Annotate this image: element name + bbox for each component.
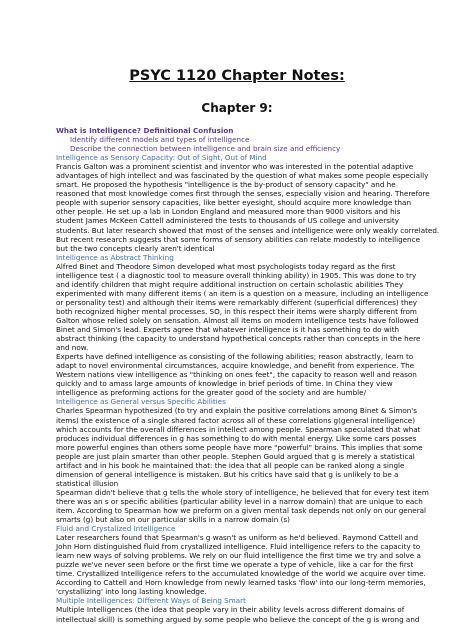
- body-text-line: which accounts for the overall differences in intellect among people. Spearman speculated that what: [56, 424, 421, 434]
- body-text-line: Later researchers found that Spearman's g wasn't as uniform as he'd believed. Raymond Cattell and: [56, 533, 419, 543]
- body-text-line: dimension of general intelligence is mistaken. But his critics have said that g is unlikely to be a: [56, 469, 399, 479]
- subsection-heading: Fluid and Crystalized Intelligence: [56, 524, 176, 534]
- body-text-line: more powerful engines than others some people have more "powerful" brains. This implies that some: [56, 442, 423, 452]
- body-text-line: both recognized higher mental processes. SO, in this respect their items were sharply different from: [56, 306, 417, 316]
- body-text-line: people are just plain smarter than other people. Stephen Gould argued that g is merely a statistical: [56, 451, 415, 461]
- body-text-line: Spearman didn't believe that g tells the whole story of intelligence, he believed that for every test item: [56, 487, 429, 497]
- body-text-line: other people. He set up a lab in London England and measured more than 9000 visitors and his: [56, 207, 401, 217]
- body-text-line: quickly and to amass large amounts of knowledge in brief periods of time. In China they view: [56, 379, 393, 389]
- body-text-line: reasoned that most knowledge comes first through the senses, especially vision and hearing. Therefore: [56, 189, 430, 199]
- body-text-line: or personality test) and although their items were remarkably different (superficial differences) they: [56, 297, 418, 307]
- body-text-line: Experts have defined intelligence as consisting of the following abilities; reason abstractly, learn to: [56, 352, 414, 362]
- section-heading: What is Intelligence? Definitional Confusion: [56, 126, 234, 135]
- body-text-line: people with superior sensory capacities, like better eyesight, should acquire more knowledge than: [56, 198, 412, 208]
- subsection-heading: Intelligence as General versus Specific Abilities: [56, 397, 226, 407]
- body-text-line: learn new ways of solving problems. We rely on our fluid intelligence the first time we try and solve a: [56, 551, 421, 561]
- body-text-line: puzzle we've never seen before or the first time we operate a type of vehicle, like a car for the first: [56, 560, 414, 570]
- body-text-line: time. Crystallized Intelligence refers to the accumulated knowledge of the world we acquire over time.: [56, 569, 426, 579]
- body-text-line: item. According to Spearman how we preform on a given mental task depends not only on our general: [56, 505, 427, 515]
- body-text-line: adapt to novel environmental circumstances, acquire knowledge, and benefit from experience. The: [56, 361, 415, 371]
- body-text-line: 'crystallizing' into long lasting knowledge.: [56, 587, 207, 597]
- body-text-line: artifact and in his book he maintained that: the idea that all people can be ranked along a single: [56, 460, 405, 470]
- document-title: PSYC 1120 Chapter Notes:: [129, 68, 345, 84]
- learning-objective: Describe the connection between intelligence and brain size and efficiency: [70, 144, 341, 154]
- body-text-line: Alfred Binet and Theodore Simon developed what most psychologists today regard as the first: [56, 261, 396, 271]
- subsection-heading: Intelligence as Sensory Capacity: Out of Sight, Out of Mind: [56, 153, 267, 163]
- body-text-line: smart. He proposed the hypothesis "intelligence is the by-product of sensory capacity" and he: [56, 180, 396, 190]
- body-text-line: intelligence test ( a diagnostic tool to measure overall thinking ability) in 1905. This was done to try: [56, 270, 417, 280]
- body-text-line: smarts (g) but also on our particular skills in a narrow domain (s): [56, 515, 290, 525]
- body-text-line: produces individual differences in g has something to do with mental energy. Like some cars posses: [56, 433, 417, 443]
- body-text-line: student James McKeen Cattell administered the tests to thousands of US college and university: [56, 216, 400, 226]
- body-text-line: items) the existence of a single shared factor across all of these correlations g(general intelligence): [56, 415, 416, 425]
- body-text-line: According to Cattell and Horn knowledge from newly learned tasks 'flow' into our long-term memories,: [56, 578, 426, 588]
- body-text-line: Multiple Intelligences (the idea that people vary in their ability levels across different domains of: [56, 605, 405, 615]
- body-text-line: Binet and Simon's lead. Experts agree that whatever intelligence is it has something to do with: [56, 325, 400, 335]
- body-text-line: Francis Galton was a prominent scientist and inventor who was interested in the potential adaptive: [56, 162, 414, 172]
- chapter-heading: Chapter 9:: [201, 101, 273, 115]
- body-text-line: statistical illusion: [56, 478, 119, 488]
- body-text-line: and now.: [56, 343, 89, 353]
- body-text-line: experimented with many different items ( an item is a question on a measure, including an intelligence: [56, 288, 429, 298]
- body-text-line: there was an s or specific abilities (particular ability level in a narrow domain) that are unique to each: [56, 496, 423, 506]
- body-text-line: But recent research suggests that some forms of sensory abilities can relate modestly to intelligence: [56, 234, 420, 244]
- body-text-line: intelligence as preforming actions for the greater good of the society and are humble/: [56, 388, 367, 398]
- body-text-line: intellectual skill) is something argued by some people who believe the concept of the g is wrong and: [56, 614, 420, 624]
- body-text-line: Charles Spearman hypothesized (to try and explain the positive correlations among Binet & Simon's: [56, 406, 418, 416]
- body-text-line: Galton whose relied solely on sensation. Almost all items on modern intelligence tests have followed: [56, 315, 419, 325]
- notes-body: [56, 126, 440, 624]
- body-text-line: students. But later research showed that most of the senses and intelligence were only weakly correlated.: [56, 225, 440, 235]
- subsection-heading: Multiple Intelligences: Different Ways of Being Smart: [56, 596, 246, 606]
- body-text-line: Western nations view intelligence as "thinking on ones feet", the capacity to reason well and reason: [56, 370, 417, 380]
- body-text-line: but the two concepts clearly aren't identical: [56, 243, 215, 253]
- body-text-line: John Horn distinguished fluid from crystallized intelligence. Fluid intelligence refers to the capacity to: [56, 542, 421, 552]
- body-text-line: and identify children that might require additional instruction on certain scholastic abilities They: [56, 279, 404, 289]
- body-text-line: advantages of high intellect and was fascinated by the question of what makes some people especially: [56, 171, 429, 181]
- learning-objective: Identify different models and types of intelligence: [70, 135, 250, 145]
- body-text-line: abstract thinking (the capacity to understand hypothetical concepts rather than concepts in the here: [56, 334, 421, 344]
- subsection-heading: Intelligence as Abstract Thinking: [56, 252, 174, 262]
